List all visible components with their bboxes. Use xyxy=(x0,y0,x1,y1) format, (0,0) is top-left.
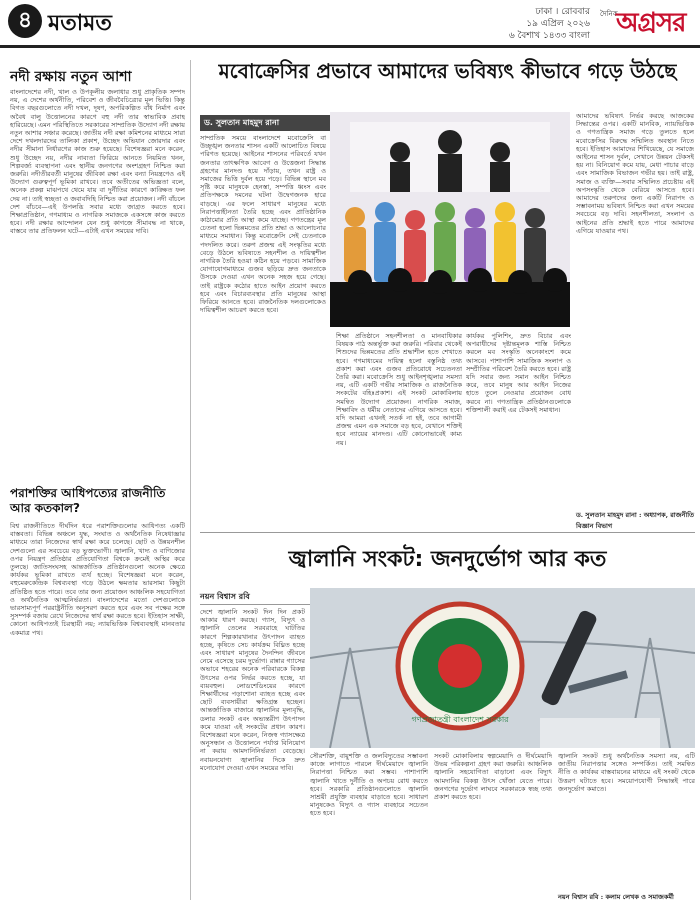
crowd-illustration-icon xyxy=(330,112,570,327)
article1-column-3: কার্যকর পুলিশিং, দ্রুত বিচার এবং অপরাধীদের দৃষ্টান্তমূলক শাস্তি নিশ্চিত করলে মব সংস্কৃতি অনেকাংশে কমে আসবে। পাশাপাশি সামাজিক সংলাপ ও সম্প্রীতির পরিবেশ তৈরি করতে হবে। রাষ্ট্র যদি সবার জন্য সমান আইন নিশ্চিত করে, তবে মানুষ আর আইন নিজের হাতে তুলে নেওয়ার প্রয়োজন বোধ করবে না। গণতান্ত্রিক প্রতিষ্ঠানগুলোকে শক্তিশালী করাই এর টেকসই সমাধান। xyxy=(466,332,571,414)
article2-headline: জ্বালানি সংকট: জনদুর্ভোগ আর কত xyxy=(288,547,607,572)
article1-column-2: শিক্ষা প্রতিষ্ঠানে সহনশীলতা ও মানবাধিকার বিষয়ক পাঠ অন্তর্ভুক্ত করা জরুরি। পরিবার থেকেই শিশুদের ভিন্নমতের প্রতি শ্রদ্ধাশীল হতে শেখাতে হবে। গণমাধ্যমের দায়িত্ব হলো বস্তুনিষ্ঠ তথ্য প্রকাশ করা এবং গুজব প্রতিরোধে সচেতনতা তৈরি করা। মবোক্রেসি শুধু আইনশৃঙ্খলার সমস্যা নয়, এটি একটি গভীর সামাজিক ও রাজনৈতিক সংকটের বহিঃপ্রকাশ। এই সংকট মোকাবিলায় সমন্বিত উদ্যোগ প্রয়োজন। নাগরিক সমাজ, শিক্ষাবিদ ও ধর্মীয় নেতাদের এগিয়ে আসতে হবে। যদি আমরা এখনই সতর্ক না হই, তবে আগামী প্রজন্ম এমন এক সমাজে বড় হবে, যেখানে শক্তিই হবে ন্যায়ের মানদণ্ড। এটি কোনোভাবেই কাম্য নয়। xyxy=(336,332,462,447)
city-day: ঢাকা । রোববার xyxy=(535,7,590,17)
article2-column-1: দেশে জ্বালানি সংকট দিন দিন প্রকট আকার ধারণ করছে। গ্যাস, বিদ্যুৎ ও জ্বালানি তেলের সরবরাহে ঘাটতির কারণে শিল্পকারখানার উৎপাদন ব্যাহত হচ্ছে, কৃষিতে সেচ কার্যক্রম বিঘ্নিত হচ্ছে এবং সাধারণ মানুষের দৈনন্দিন জীবনে নেমে এসেছে চরম দুর্ভোগ। রান্নার গ্যাসের অভাবে শহরের অনেক পরিবারকে বিকল্প উৎসের ওপর নির্ভর করতে হচ্ছে, যা ব্যয়বহুল। লোডশেডিংয়ের কারণে শিক্ষার্থীদের পড়াশোনা ব্যাহত হচ্ছে এবং ছোট ব্যবসায়ীরা ক্ষতিগ্রস্ত হচ্ছেন। আন্তর্জাতিক বাজারে জ্বালানির মূল্যবৃদ্ধি, ডলার সংকট এবং অভ্যন্তরীণ উৎপাদন কমে যাওয়া এই সংকটের প্রধান কারণ। বিশেষজ্ঞরা মনে করেন, নিজস্ব গ্যাসক্ষেত্র অনুসন্ধান ও উত্তোলনে পর্যাপ্ত বিনিয়োগ না করায় আমদানিনির্ভরতা বেড়েছে। নবায়নযোগ্য জ্বালানির দিকে দ্রুত মনোযোগ দেওয়া এখন সময়ের দাবি। xyxy=(200,608,305,772)
logo-name: অগ্রসর xyxy=(616,8,686,38)
article1-column-4: আমাদের ভবিষ্যৎ নির্ভর করছে আজকের সিদ্ধান্তের ওপর। একটি মানবিক, ন্যায়ভিত্তিক ও গণতান্ত্রিক সমাজ গড়ে তুলতে হলে মবোক্রেসির বিরুদ্ধে সম্মিলিত অবস্থান নিতে হবে। ইতিহাস আমাদের শিখিয়েছে, যে সমাজে আইনের শাসন দুর্বল, সেখানে উন্নয়ন টেকসই হয় না। বিনিয়োগ কমে যায়, মেধা পাচার বাড়ে এবং সামাজিক বিভাজন গভীর হয়। তাই রাষ্ট্র, সমাজ ও ব্যক্তি—সবার সম্মিলিত প্রচেষ্টায় এই অপসংস্কৃতি থেকে বেরিয়ে আসতে হবে। আমাদের তরুণদের জন্য একটি নিরাপদ ও সম্ভাবনাময় ভবিষ্যৎ নিশ্চিত করা এখন সময়ের সবচেয়ে বড় দাবি। সহনশীলতা, সংলাপ ও আইনের প্রতি শ্রদ্ধাই হতে পারে আমাদের এগিয়ে যাওয়ার পথ। xyxy=(576,112,694,235)
article2-column-2: সৌরশক্তি, বায়ুশক্তি ও জলবিদ্যুতের সম্ভাবনা কাজে লাগাতে পারলে দীর্ঘমেয়াদে জ্বালানি নিরাপত্তা নিশ্চিত করা সম্ভব। পাশাপাশি জ্বালানি খাতে দুর্নীতি ও অপচয় রোধ করতে হবে। সরকারি প্রতিষ্ঠানগুলোতে জ্বালানি সাশ্রয়ী প্রযুক্তি ব্যবহার বাড়াতে হবে। সাধারণ মানুষকেও বিদ্যুৎ ও গ্যাস ব্যবহারে সচেতন হতে হবে। xyxy=(310,752,428,818)
left-article1-body: বাংলাদেশের নদী, খাল ও উপকূলীয় জলাধার শুধু প্রাকৃতিক সম্পদ নয়, এ দেশের অর্থনীতি, পরিবেশ ও জীববৈচিত্র্যের মূল ভিত্তি। কিন্তু বিগত বছরগুলোতে নদী দখল, দূষণ, অপরিকল্পিত বাঁধ নির্মাণ এবং অবৈধ বালু উত্তোলনের কারণে বহু নদী তার স্বাভাবিক প্রবাহ হারিয়েছে। এমন পরিস্থিতিতে সরকারের সাম্প্রতিক উদ্যোগ নদী রক্ষায় নতুন আশার সঞ্চার করেছে। জাতীয় নদী রক্ষা কমিশনের মাধ্যমে সারা দেশে দখলদারদের তালিকা প্রকাশ, উচ্ছেদ অভিযান জোরদার এবং নদীর সীমানা নির্ধারণের কাজ শুরু হয়েছে। বিশেষজ্ঞরা মনে করেন, শুধু উচ্ছেদ নয়, নদীর নাব্যতা ফিরিয়ে আনতে নিয়মিত খনন, শিল্পবর্জ্য ব্যবস্থাপনা এবং স্থানীয় জনগণের অংশগ্রহণ নিশ্চিত করা জরুরি। নদীতীরবর্তী মানুষের জীবিকা রক্ষা এবং বন্যা নিয়ন্ত্রণেও এই উদ্যোগ গুরুত্বপূর্ণ ভূমিকা রাখবে। তবে অতীতের অভিজ্ঞতা বলে, অনেক প্রকল্প মাঝপথে থেমে যায় বা দুর্নীতির কারণে কাঙ্ক্ষিত ফল দেয় না। তাই স্বচ্ছতা ও জবাবদিহি নিশ্চিত করা প্রয়োজন। নদী বাঁচলে দেশ বাঁচবে—এই উপলব্ধি সবার মধ্যে জাগ্রত করতে হবে। শিক্ষাপ্রতিষ্ঠান, গণমাধ্যম ও নাগরিক সমাজকে একসঙ্গে কাজ করতে হবে। নদী রক্ষার আন্দোলন যেন শুধু কাগজে সীমাবদ্ধ না থাকে, বাস্তবে তার প্রতিফলন ঘটে—এটাই এখন সময়ের দাবি। xyxy=(10,88,185,236)
article-divider xyxy=(200,532,695,533)
page-header xyxy=(0,0,700,50)
article2-column-4: জ্বালানি সংকট শুধু অর্থনৈতিক সমস্যা নয়, এটি জাতীয় নিরাপত্তার সঙ্গেও সম্পর্কিত। তাই সমন্বিত নীতি ও কার্যকর বাস্তবায়নের মাধ্যমে এই সংকট থেকে উত্তরণ ঘটাতে হবে। সময়োপযোগী সিদ্ধান্তই পারে জনদুর্ভোগ কমাতে। xyxy=(558,752,695,793)
left-article2-title: পরাশক্তির আধিপত্যের রাজনীতি আর কতকাল? xyxy=(10,486,166,515)
date-english: ১৯ এপ্রিল ২০২৬ xyxy=(526,19,590,29)
energy-illustration-icon xyxy=(310,588,695,748)
article1-column-1: সাম্প্রতিক সময়ে বাংলাদেশে মবোক্রেসি বা উচ্ছৃঙ্খল জনতার শাসন একটি আলোচিত বিষয়ে পরিণত হয়েছে। আইনের শাসনের পরিবর্তে যখন জনতার তাৎক্ষণিক আবেগ ও উত্তেজনা সিদ্ধান্ত গ্রহণের মানদণ্ড হয়ে দাঁড়ায়, তখন রাষ্ট্র ও সমাজের ভিত্তি দুর্বল হয়ে পড়ে। বিভিন্ন স্থানে মব সৃষ্টি করে মানুষকে হেনস্তা, সম্পত্তি ধ্বংস এবং প্রতিপক্ষকে দমনের ঘটনা উদ্বেগজনক হারে বাড়ছে। এর ফলে সাধারণ মানুষের মধ্যে নিরাপত্তাহীনতা তৈরি হচ্ছে এবং প্রাতিষ্ঠানিক কাঠামোর প্রতি আস্থা কমে যাচ্ছে। গণতন্ত্রের মূল চেতনা হলো ভিন্নমতের প্রতি শ্রদ্ধা ও আলোচনার মাধ্যমে সমাধান। কিন্তু মবোক্রেসি সেই চেতনাকে পদদলিত করে। তরুণ প্রজন্ম এই সংস্কৃতির মধ্যে বেড়ে উঠলে ভবিষ্যতে সহনশীল ও দায়িত্বশীল নাগরিক তৈরি হওয়া কঠিন হয়ে পড়বে। সামাজিক যোগাযোগমাধ্যমে গুজব ছড়িয়ে দ্রুত জনতাকে উসকে দেওয়া এখন অনেক সহজ হয়ে গেছে। তাই রাষ্ট্রকে কঠোর হাতে আইন প্রয়োগ করতে হবে এবং বিচারব্যবস্থার প্রতি মানুষের আস্থা ফিরিয়ে আনতে হবে। রাজনৈতিক দলগুলোকেও দায়িত্বশীল আচরণ করতে হবে। xyxy=(200,134,326,315)
section-title: মতামত xyxy=(48,11,112,36)
article1-illustration xyxy=(330,112,570,327)
article2-illustration xyxy=(310,588,695,748)
logo-prefix: দৈনিক xyxy=(600,10,618,18)
date-bangla: ৬ বৈশাখ ১৪৩৩ বাংলা xyxy=(508,31,590,41)
article2-column-3: সংকট মোকাবিলায় স্বল্পমেয়াদি ও দীর্ঘমেয়াদি উভয় পরিকল্পনা গ্রহণ করা জরুরি। আঞ্চলিক জ্বালানি সহযোগিতা বাড়ানো এবং বিদ্যুৎ আমদানির বিকল্প উৎস খোঁজা যেতে পারে। জনগণের দুর্ভোগ লাঘবে সরকারকে স্বচ্ছ তথ্য প্রকাশ করতে হবে। xyxy=(434,752,552,802)
newspaper-logo xyxy=(600,2,692,42)
govt-logo-text: গণপ্রজাতন্ত্রী বাংলাদেশ সরকার xyxy=(411,715,509,724)
article2-author-note: নয়ন বিশ্বাস রবি : কলাম লেখক ও সমাজকর্মী xyxy=(558,893,674,901)
date-info xyxy=(470,6,590,42)
page-number-badge: ৪ xyxy=(8,4,42,38)
column-divider xyxy=(190,60,191,900)
left-article1-title: নদী রক্ষায় নতুন আশা xyxy=(10,69,132,85)
article1-headline: মবোক্রেসির প্রভাবে আমাদের ভবিষ্যৎ কীভাবে গড়ে উঠছে xyxy=(218,59,677,83)
header-divider xyxy=(0,45,700,48)
article2-byline: নয়ন বিশ্বাস রবি xyxy=(200,590,315,605)
left-article2-body: বিশ্ব রাজনীতিতে দীর্ঘদিন ধরে পরাশক্তিগুলোর আধিপত্য একটি বাস্তবতা। বিভিন্ন অঞ্চলে যুদ্ধ, সংঘাত ও অর্থনৈতিক নিষেধাজ্ঞার মাধ্যমে তারা নিজেদের স্বার্থ রক্ষা করে চলেছে। ছোট ও উন্নয়নশীল দেশগুলো এর সবচেয়ে বড় ভুক্তভোগী। জ্বালানি, খাদ্য ও বাণিজ্যের ওপর নিয়ন্ত্রণ প্রতিষ্ঠার প্রতিযোগিতা বিশ্বকে ক্রমেই অস্থির করে তুলছে। জাতিসংঘসহ আন্তর্জাতিক প্রতিষ্ঠানগুলো অনেক ক্ষেত্রে কার্যকর ভূমিকা রাখতে ব্যর্থ হচ্ছে। বিশেষজ্ঞরা মনে করেন, বহুমেরুকেন্দ্রিক বিশ্বব্যবস্থা গড়ে উঠলে ক্ষমতার ভারসাম্য কিছুটা প্রতিষ্ঠিত হতে পারে। তবে তার জন্য প্রয়োজন আঞ্চলিক সহযোগিতা ও অর্থনৈতিক আত্মনির্ভরতা। বাংলাদেশের মতো দেশগুলোকে ভারসাম্যপূর্ণ পররাষ্ট্রনীতি অনুসরণ করতে হবে এবং সব পক্ষের সঙ্গে সুসম্পর্ক বজায় রেখে নিজেদের স্বার্থ রক্ষা করতে হবে। ইতিহাস সাক্ষী, কোনো আধিপত্যই চিরস্থায়ী নয়; ন্যায়ভিত্তিক বিশ্বব্যবস্থাই মানবতার একমাত্র পথ। xyxy=(10,522,185,637)
article1-byline: ড. সুলতান মাহমুদ রানা xyxy=(200,115,334,131)
article1-author-note: ড. সুলতান মাহমুদ রানা : অধ্যাপক, রাজনীতি বিজ্ঞান বিভাগ xyxy=(576,511,694,530)
